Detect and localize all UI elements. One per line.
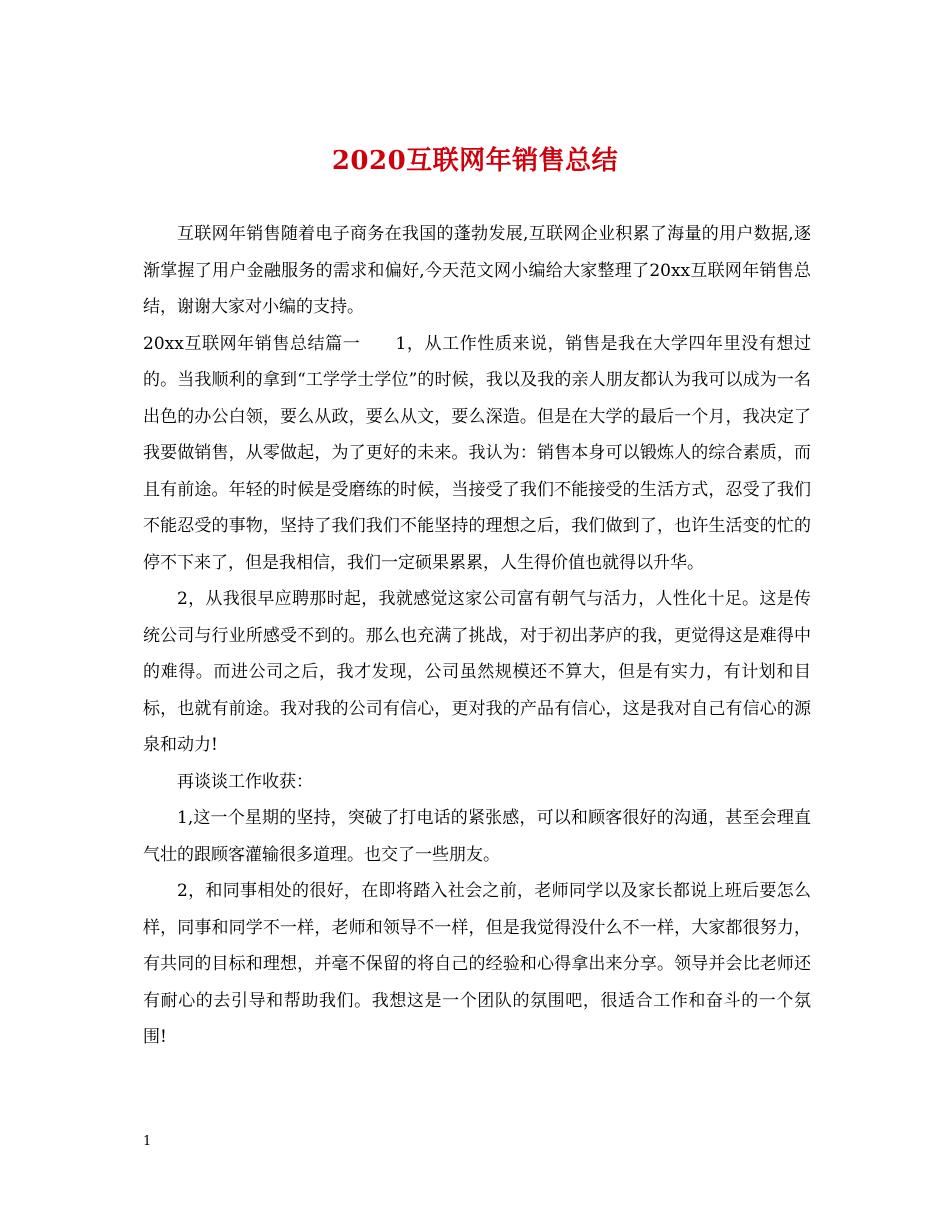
paragraph-intro: 互联网年销售随着电子商务在我国的蓬勃发展,互联网企业积累了海量的用户数据,逐渐掌握了用户金融服务的需求和偏好,今天范文网小编给大家整理了20xx互联网年销售总结，谢谢大家对小编的支持。: [143, 224, 811, 317]
paragraph-gain-two: 2，和同事相处的很好，在即将踏入社会之前，老师同学以及家长都说上班后要怎么样，同事和同学不一样，老师和领导不一样，但是我觉得没什么不一样，大家都很努力，有共同的目标和理想，并毫不保留的将自己的经验和心得拿出来分享。领导并会比老师还有耐心的去引导和帮助我们。我想这是一个团队的氛围吧，很适合工作和奋斗的一个氛围!: [143, 881, 811, 1047]
paragraph-gain-one: 1,这一个星期的坚持，突破了打电话的紧张感，可以和顾客很好的沟通，甚至会理直气壮的跟顾客灌输很多道理。也交了一些朋友。: [143, 808, 811, 865]
paragraph-part-one: 20xx互联网年销售总结篇一 1，从工作性质来说，销售是我在大学四年里没有想过的。当我顺利的拿到“工学学士学位”的时候，我以及我的亲人朋友都认为我可以成为一名出色的办公白领，要么从政，要么从文，要么深造。但是在大学的最后一个月，我决定了我要做销售，从零做起，为了更好的未来。我认为：销售本身可以锻炼人的综合素质，而且有前途。年轻的时候是受磨练的时候，当接受了我们不能接受的生活方式，忍受了我们不能忍受的事物，坚持了我们我们不能坚持的理想之后，我们做到了，也许生活变的忙的停不下来了，但是我相信，我们一定硕果累累，人生得价值也就得以升华。: [143, 333, 811, 573]
paragraph-point-two: 2，从我很早应聘那时起，我就感觉这家公司富有朝气与活力，人性化十足。这是传统公司与行业所感受不到的。那么也充满了挑战，对于初出茅庐的我，更觉得这是难得中的难得。而进公司之后，我才发现，公司虽然规模还不算大，但是有实力，有计划和目标，也就有前途。我对我的公司有信心，更对我的产品有信心，这是我对自己有信心的源泉和动力!: [143, 589, 811, 755]
paragraph-gains-heading: 再谈谈工作收获：: [177, 771, 313, 792]
document-body: [143, 216, 811, 1056]
page-number: 1: [143, 1134, 152, 1149]
document-title: 2020互联网年销售总结: [331, 146, 619, 176]
